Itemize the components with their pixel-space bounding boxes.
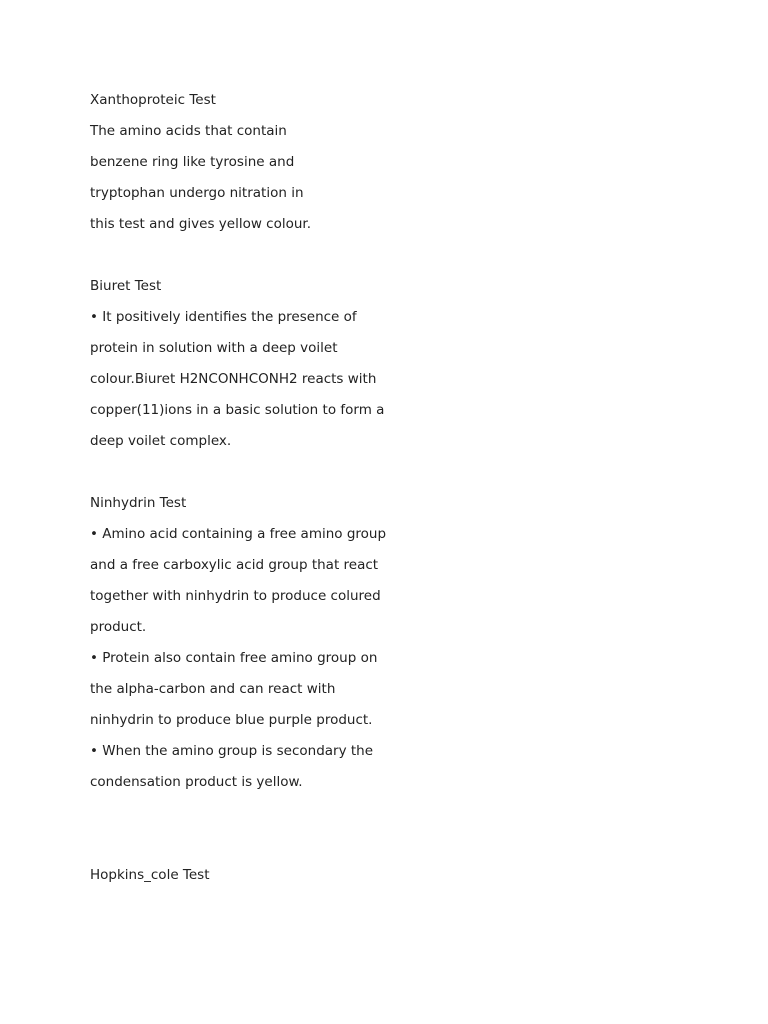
body-line: colour.Biuret H2NCONHCONH2 reacts with bbox=[90, 371, 377, 387]
section-hopkins-cole bbox=[90, 860, 410, 891]
body-line: • Amino acid containing a free amino group bbox=[90, 526, 387, 542]
paragraph-gap bbox=[90, 457, 410, 488]
section-heading: Hopkins_cole Test bbox=[90, 867, 210, 883]
body-line: protein in solution with a deep voilet bbox=[90, 340, 338, 356]
body-line: ninhydrin to produce blue purple product. bbox=[90, 712, 373, 728]
body-line: • When the amino group is secondary the bbox=[90, 743, 374, 759]
section-heading: Biuret Test bbox=[90, 278, 162, 294]
body-line: The amino acids that contain bbox=[90, 123, 287, 139]
section-biuret bbox=[90, 271, 410, 457]
section-heading: Xanthoproteic Test bbox=[90, 92, 216, 108]
section-heading: Ninhydrin Test bbox=[90, 495, 187, 511]
section-ninhydrin bbox=[90, 488, 410, 798]
body-line: • Protein also contain free amino group on bbox=[90, 650, 378, 666]
body-line: condensation product is yellow. bbox=[90, 774, 303, 790]
body-line: tryptophan undergo nitration in bbox=[90, 185, 304, 201]
body-line: the alpha-carbon and can react with bbox=[90, 681, 336, 697]
body-line: • It positively identifies the presence of bbox=[90, 309, 357, 325]
section-xanthoproteic bbox=[90, 85, 410, 240]
body-line: this test and gives yellow colour. bbox=[90, 216, 312, 232]
body-line: together with ninhydrin to produce colured bbox=[90, 588, 381, 604]
body-line: benzene ring like tyrosine and bbox=[90, 154, 295, 170]
body-line: and a free carboxylic acid group that react bbox=[90, 557, 379, 573]
body-line: copper(11)ions in a basic solution to form a bbox=[90, 402, 385, 418]
body-line: product. bbox=[90, 619, 147, 635]
document-body bbox=[90, 85, 410, 891]
paragraph-gap bbox=[90, 240, 410, 271]
paragraph-gap bbox=[90, 798, 410, 860]
body-line: deep voilet complex. bbox=[90, 433, 232, 449]
